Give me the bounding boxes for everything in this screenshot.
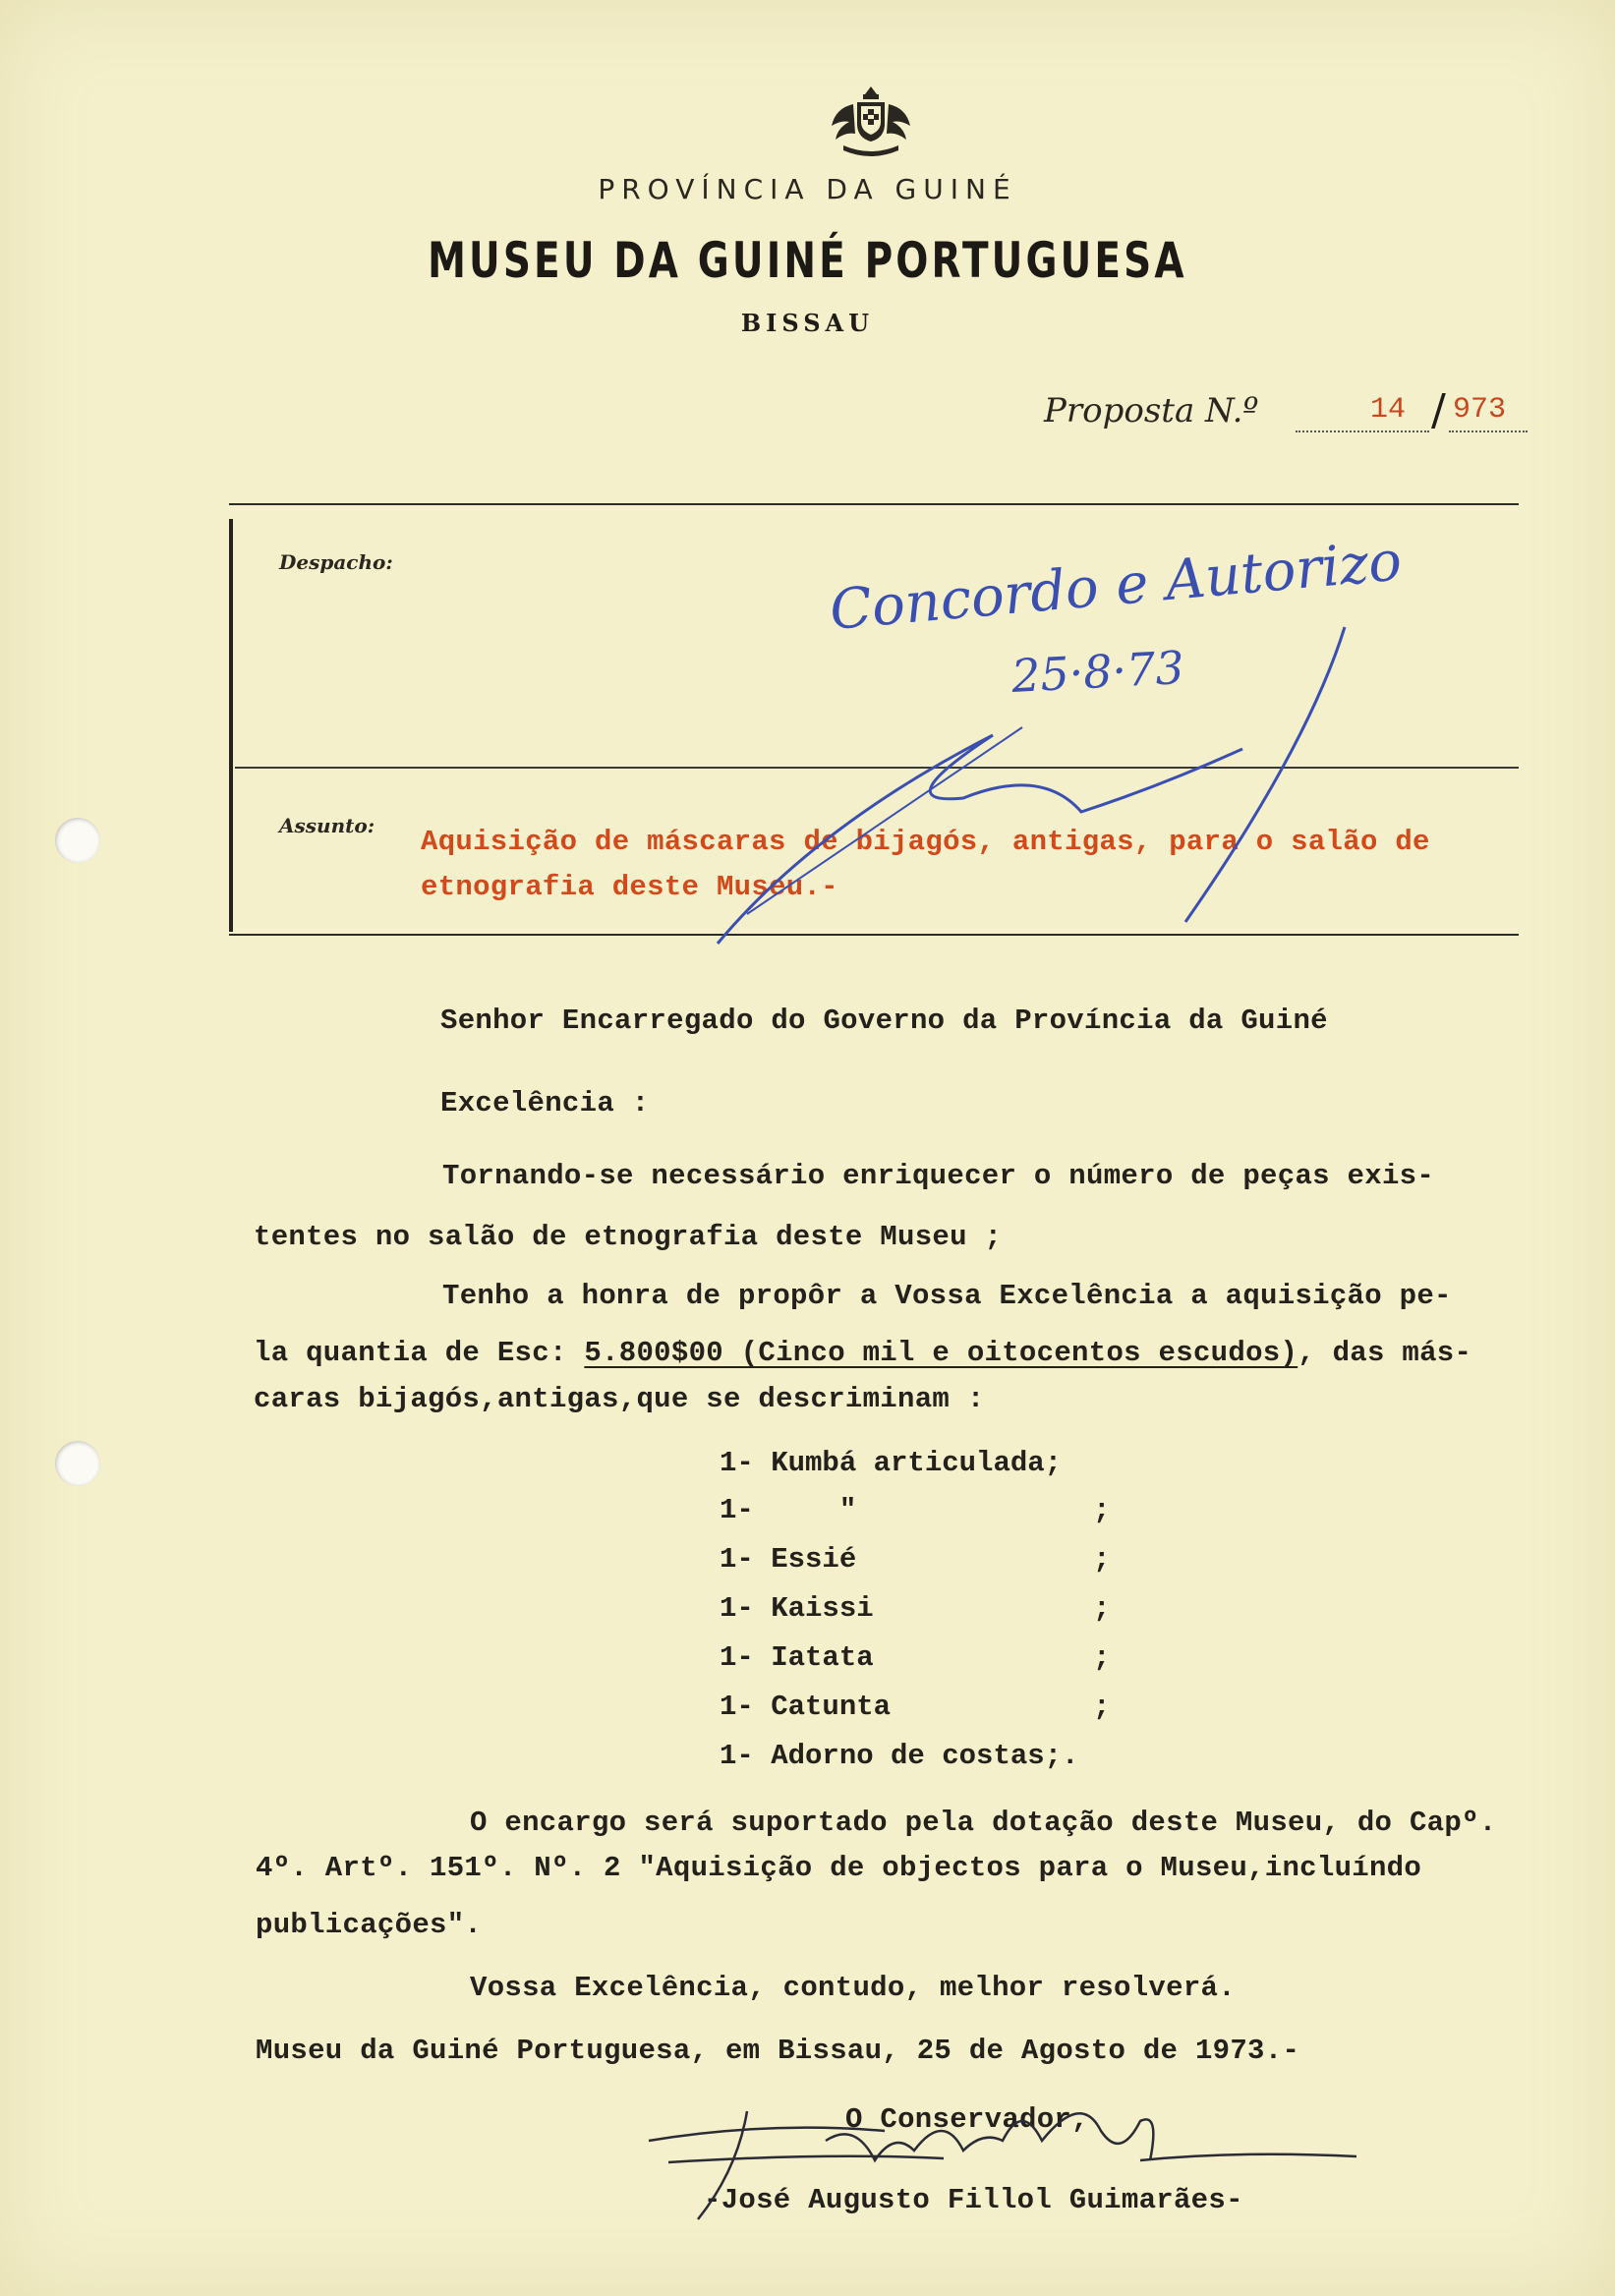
handwritten-despacho xyxy=(0,0,1615,983)
proposal-separator: / xyxy=(1431,385,1446,435)
amount-prefix: la quantia de Esc: xyxy=(254,1337,585,1369)
list-item xyxy=(720,1494,1113,1533)
signature-stroke xyxy=(1185,627,1345,922)
list-item xyxy=(720,1543,1113,1582)
list-item-text: 1- Essié xyxy=(720,1543,857,1576)
proposal-year: 973 xyxy=(1453,393,1507,427)
list-item-semicolon: ; xyxy=(1093,1543,1111,1576)
signature-stroke xyxy=(649,2111,1356,2219)
closing-line: Vossa Excelência, contudo, melhor resolverá. xyxy=(470,1972,1236,2004)
paragraph-line: Tenho a honra de propôr a Vossa Excelência a aquisição pe- xyxy=(442,1280,1452,1312)
list-item-semicolon: ; xyxy=(1093,1592,1111,1625)
signature xyxy=(629,2072,1376,2229)
list-item-semicolon: ; xyxy=(1093,1494,1111,1526)
list-item-text: 1- Kumbá articulada; xyxy=(720,1447,1063,1479)
paragraph-line: caras bijagós,antigas,que se descriminam : xyxy=(254,1383,985,1415)
paragraph-line: tentes no salão de etnografia deste Museu ; xyxy=(254,1221,1003,1253)
list-item-semicolon: ; xyxy=(1093,1641,1111,1674)
greeting: Excelência : xyxy=(440,1087,650,1119)
subject-line: Aquisição de máscaras de bijagós, antigas, para o salão de xyxy=(421,826,1430,858)
punch-hole xyxy=(55,1441,100,1486)
list-item-text: 1- Iatata xyxy=(720,1641,874,1674)
list-item xyxy=(720,1691,1113,1730)
list-item-text: 1- Kaissi xyxy=(720,1592,874,1625)
despacho-label: Despacho: xyxy=(279,550,393,574)
assunto-label: Assunto: xyxy=(279,814,375,837)
signature-stroke xyxy=(747,727,1022,914)
paragraph-line: publicações". xyxy=(256,1909,483,1941)
paragraph-line: O encargo será suportado pela dotação deste Museu, do Capº. xyxy=(470,1807,1497,1839)
amount-suffix: , das más- xyxy=(1298,1337,1472,1369)
list-item xyxy=(720,1641,1113,1681)
handwritten-approval: Concordo e Autorizo xyxy=(827,529,1405,643)
province-heading: PROVÍNCIA DA GUINÉ xyxy=(598,173,1017,205)
list-item-text: 1- Adorno de costas;. xyxy=(720,1740,1079,1772)
proposal-number: 14 xyxy=(1370,393,1407,427)
museum-title: MUSEU DA GUINÉ PORTUGUESA xyxy=(428,232,1187,289)
paragraph-line: 4º. Artº. 151º. Nº. 2 "Aquisição de objectos para o Museu,incluíndo xyxy=(256,1852,1422,1884)
paragraph-line: Tornando-se necessário enriquecer o número de peças exis- xyxy=(442,1160,1435,1192)
signature-stroke xyxy=(718,735,1242,944)
list-item-text: 1- " xyxy=(720,1494,857,1526)
signatory-name: -José Augusto Fillol Guimarães- xyxy=(704,2184,1243,2216)
proposal-label: Proposta N.º xyxy=(1044,391,1259,430)
city-heading: BISSAU xyxy=(740,309,875,337)
list-item-text: 1- Catunta xyxy=(720,1691,892,1723)
list-item xyxy=(720,1592,1113,1632)
amount-value: 5.800$00 (Cinco mil e oitocentos escudos) xyxy=(584,1337,1298,1369)
list-item xyxy=(720,1447,1113,1486)
handwritten-date: 25·8·73 xyxy=(1009,640,1185,703)
addressee: Senhor Encarregado do Governo da Província da Guiné xyxy=(440,1004,1328,1037)
list-item xyxy=(720,1740,1113,1779)
place-date: Museu da Guiné Portuguesa, em Bissau, 25 de Agosto de 1973.- xyxy=(256,2035,1300,2067)
list-item-semicolon: ; xyxy=(1093,1691,1111,1723)
signatory-title: O Conservador, xyxy=(845,2103,1089,2136)
subject-line: etnografia deste Museu.- xyxy=(421,871,838,903)
paragraph-line xyxy=(254,1337,1471,1369)
